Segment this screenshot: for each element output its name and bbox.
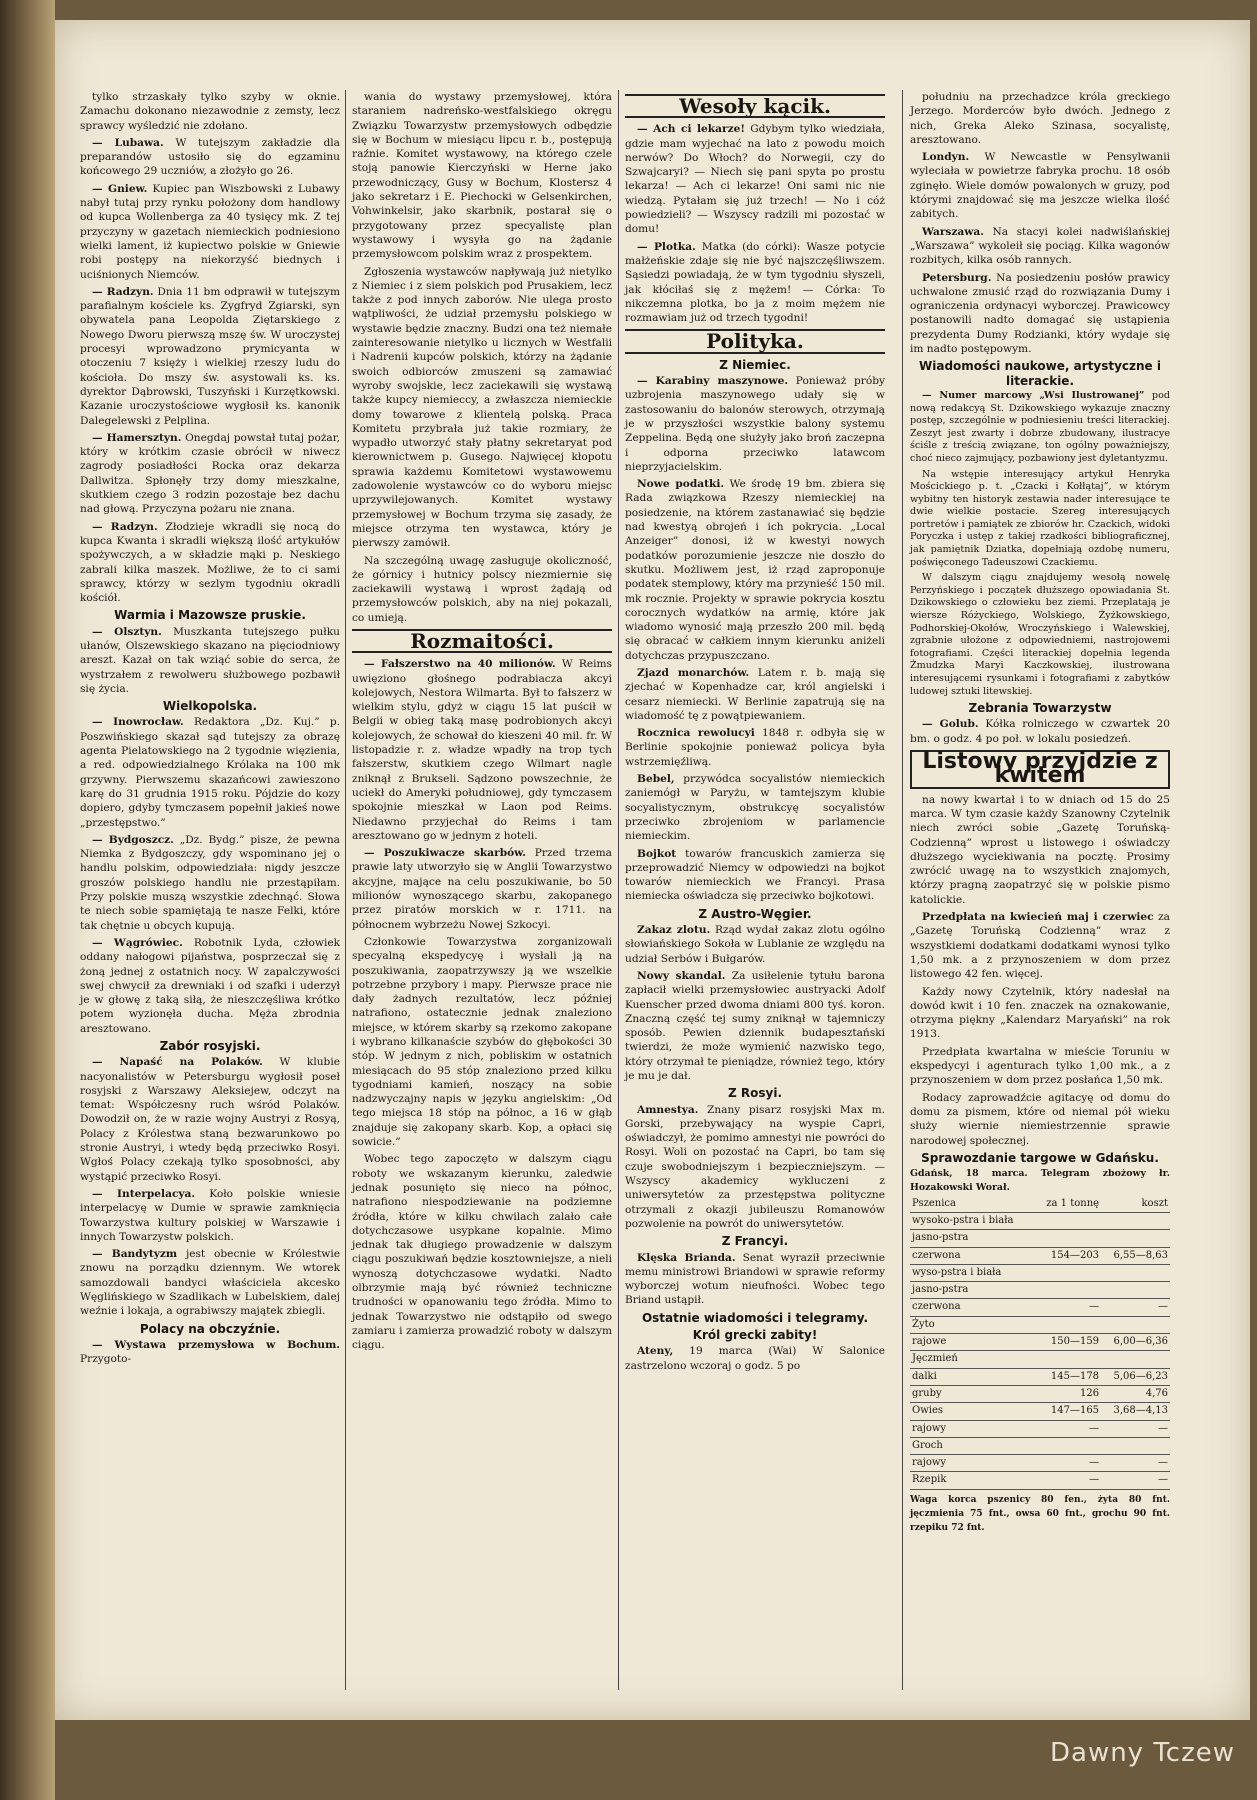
article-lead: — Interpelacya. [92, 1187, 196, 1200]
market-row [910, 1437, 1170, 1454]
paragraph [625, 666, 885, 723]
market-row [910, 1472, 1170, 1489]
market-cell: rajowe [910, 1334, 1034, 1351]
article-lead: — Radzyn. [92, 285, 154, 298]
article-text: Robotnik Lyda, człowiek oddany nałogowi pijaństwa, posprzeczał się z żoną jednej z ostatnich nocy. W zapalczywości swej chwycił za drewniaki i od szafki i uderzył je w głowę z taką siłą, że nieszczęśliwa krótko potem wyzionęła ducha. Męża zbrodnia aresztowano. [80, 936, 341, 1035]
paragraph [625, 477, 885, 663]
article-lead: — Plotka. [637, 240, 696, 253]
article-text: Za usiłelenie tytułu barona zapłacił wielki przemysłowiec austryacki Adolf Kuenscher przed dwoma dniami 800 tyś. koron. Znaczną część tej sumy zniknął w tajemniczy sposób. Pewien dziennik budapesztański twierdzi, że może wymienić nazwisko tego, który otrzymał te pieniądze, również tego, który je mu je dał. [625, 969, 886, 1082]
column-4 [910, 90, 1170, 1536]
market-cell: gruby [910, 1385, 1034, 1402]
article-lead: — Numer marcowy „Wsi Ilustrowanej” [922, 389, 1145, 401]
market-table [910, 1196, 1170, 1490]
market-cell: 6,55—8,63 [1101, 1247, 1170, 1264]
article-text: Ponieważ próby uzbrojenia maszynowego udały się w zastosowaniu do balonów sterowych, otrzymają je w przyszłości wszystkie balony systemu Zeppelina. Będą one służyły jako broń zaczepna i odporna przeciwko latawcom nieprzyjacielskim. [625, 375, 885, 473]
article-lead: — Wystawa przemysłowa w Bochum. [92, 1338, 340, 1351]
article-text: W Reims uwięziono głośnego podrabiacza akcyi kolejowych, Nestora Wilmarta. Był to fałszerz w wielkim stylu, gdyż w ciągu 15 lat puścił w Belgii w obieg taką masę podrobionych akcyi kolejowych, że schował do kieszeni 40 mil. fr. W listopadzie r. z. władze wpadły na trop tych fałszerstw, skutkiem czego Wilmart nagle zniknął z Brukseli. Sądzono powszechnie, że uciekł do Ameryki południowej, gdy tymczasem spokojnie mieszkał w Laon pod Reims. Niedawno przyjechał do Reims i tam aresztowano go w jednym z hoteli. [352, 658, 612, 842]
market-cell: jasno-pstra [910, 1282, 1034, 1299]
section-heading: Wiadomości naukowe, artystyczne i literackie. [919, 359, 1161, 388]
article-text: Muszkanta tutejszego pułku ułanów, Olszewskiego skazano na pięciodniowy areszt. Kazał on tak wziąć sobie do serca, że wystrzałem z rewolweru służbowego pozbawił się życia. [80, 625, 340, 695]
article-text: We środę 19 bm. zbiera się Rada związkowa Rzeszy niemieckiej na posiedzenie, na którem zastanawiać się będzie nad kwestyą obrojeń i ich pokrycia. „Local Anzeiger” donosi, iż w kwestyi nowych podatków porozumienie jeszcze nie doszło do skutku. Możliwem jest, iż rząd zaproponuje podatek stemplowy, który ma przynieść 150 mil. mk rocznie. Projekty w sprawie pokrycia kosztu corocznych wydatków na armię, które jak wiadomo wynosić mają przeszło 200 mil. będą się obracać w całkiem innym kierunku aniżeli dotychczas przypuszczano. [625, 478, 885, 662]
market-cell: 4,76 [1101, 1385, 1170, 1402]
article-lead: — Radzyn. [92, 520, 158, 533]
article-lead: — Hamersztyn. [92, 431, 182, 444]
paragraph [352, 657, 612, 843]
paragraph [625, 1103, 885, 1232]
market-row [910, 1403, 1170, 1420]
article-lead: Nowe podatki. [637, 478, 725, 491]
paragraph [80, 936, 340, 1036]
section-heading: Zebrania Towarzystw [968, 701, 1112, 716]
article-text: Na stacyi kolei nadwiślańskiej „Warszawa” wykoleił się pociąg. Kilka wagonów rozbitych, kilka osób rannych. [910, 225, 1170, 267]
article-lead: Warszawa. [922, 225, 984, 238]
market-cell: — [1101, 1455, 1170, 1472]
market-cell [1034, 1351, 1101, 1368]
article-text: pod nową redakcyą St. Dzikowskiego wykazuje znaczny postęp, szczególnie w podniesieniu treści literackiej. Zeszyt jest zwarty i dobrze zbudowany, ilustracye ściśle z treścią związane, ton ogólny poważniejszy, choć nieco zajmujący, pozbawiony jest dyletantyzmu. [910, 389, 1170, 464]
section-heading: Ostatnie wiadomości i telegramy. [641, 1310, 869, 1325]
book-binding [0, 0, 55, 1800]
market-cell: 5,06—6,23 [1101, 1368, 1170, 1385]
paragraph: wania do wystawy przemysłowej, która staraniem nadreńsko-westfalskiego okręgu Związku Towarzystw przemysłowych odbędzie się w Bochum w miesiącu lipcu r. b., postępują raźnie. Komitet wystawowy, na którego czele stoją panowie Kierczyński w Herne jako przewodniczący, Gusy w Bochum, Klostersz 4 jako sekretarz i E. Piechocki w Gelsenkirchen, Vohwinkelsir, jako skarbnik, postarał się o przygotowany przez specyalistę plan wystawowy i wysyła go na żądanie przemysłowcom polskim wraz z prospektem. [352, 91, 612, 261]
article-text: Matka (do córki): Wasze potycie małżeńskie zdaje się nie być najszczęśliwszem. Sąsiedzi powiadają, że w tym tygodniu słyszeli, jak kłóciłaś się z mężem! — Córka: To nikczemna plotka, bo ja z moim mężem nie rozmawiam już od trzech tygodni! [625, 240, 885, 325]
paragraph [80, 520, 340, 606]
market-cell: wysoko-pstra i biała [910, 1212, 1034, 1229]
paragraph [625, 969, 885, 1083]
market-cell: 150—159 [1034, 1334, 1101, 1351]
market-row [910, 1351, 1170, 1368]
newspaper-page [55, 20, 1250, 1720]
market-cell [1034, 1282, 1101, 1299]
market-cell [1101, 1264, 1170, 1281]
market-cell [1034, 1437, 1101, 1454]
market-cell [1034, 1230, 1101, 1247]
market-row [910, 1334, 1170, 1351]
section-heading: Król grecki zabity! [692, 1328, 818, 1343]
article-lead: Petersburg. [922, 271, 992, 284]
article-lead: Ateny, [637, 1345, 674, 1358]
article-lead: Rocznica rewolucyi [637, 727, 755, 740]
article-lead: — Karabiny maszynowe. [637, 375, 789, 388]
article-lead: Klęska Brianda. [637, 1251, 736, 1264]
paragraph [910, 271, 1170, 357]
market-cell: czerwona [910, 1247, 1034, 1264]
article-text: W Newcastle w Pensylwanii wyleciała w powietrze fabryka prochu. 18 osób zginęło. Wiele domów powalonych w gruzy, pod którymi znajdować się ma jeszcze wielka ilość zabitych. [910, 151, 1170, 221]
market-cell: 126 [1034, 1385, 1101, 1402]
article-text: Gdybym tylko wiedziała, gdzie mam wyjechać na lato z powodu moich nerwów? Do Włoch? do Norwegii, czy do Szwajcaryi? — Niech się pani spyta po prostu lekarza! — Ach ci lekarze! Oni sami nic nie wiedzą. Pytałam się już trzech! — No i cóż powiedzieli? — Wszyscy radzili mi pozostać w domu! [625, 123, 885, 236]
market-row [910, 1212, 1170, 1229]
paragraph [80, 833, 340, 933]
article-lead: Amnestya. [637, 1103, 699, 1116]
market-cell: za 1 tonnę [1034, 1196, 1101, 1213]
paragraph [80, 625, 340, 696]
subscription-banner: Listowy przyjdzie z kwitem [910, 750, 1170, 789]
paragraph [625, 847, 885, 904]
watermark: Dawny Tczew [1049, 1738, 1235, 1768]
article-lead: — Bydgoszcz. [92, 833, 174, 846]
article-text: za „Gazetę Toruńską Codzienną” wraz z wszystkiemi dodatkami dodatkami wynosi tylko 1,50 mk. a z przynoszeniem w dom przez listowego 42 fen. więcej. [910, 911, 1170, 981]
paragraph: tylko strzaskały tylko szyby w oknie. Zamachu dokonano niezawodnie z zemsty, lecz sprawcy wyśledzić nie zdołano. [80, 91, 340, 132]
paragraph [80, 1338, 340, 1367]
article-text: 1848 r. odbyła się w Berlinie spokojnie ponieważ policya była wstrzemięźliwą. [625, 727, 885, 768]
market-cell [1101, 1437, 1170, 1454]
article-text: jest obecnie w Królestwie znowu na porządku dziennym. We wtorek samozdowali bandyci właściciela akcesko Węglińskiego w Szadlikach w Lubelskiem, dalej weźnie i lokaja, a ograbiwszy majątek zbiegli. [80, 1248, 340, 1318]
article-text: 19 marca (Wai) W Salonice zastrzelono wczoraj o godz. 5 po [625, 1345, 885, 1372]
section-heading: Z Francyi. [721, 1234, 789, 1249]
article-lead: — Fałszerstwo na 40 milionów. [364, 658, 556, 671]
paragraph: W dalszym ciągu znajdujemy wesołą nowelę Perzyńskiego i początek dłuższego opowiadania St. Dzikowskiego o człowieku bez ziemi. Przeplatają je wiersze Różyckiego, Wolskiego, Żyżkowskiego, Podhorskiej-Okołów, Wroczyńskiego i Walewskiej, zgrabnie ułożone z odpowiedniemi, nastrojowemi fotografiami. Części literackiej dopełnia legenda Żmudzka Maryi Kaczkowskiej, ilustrowana interesującemi rysunkami i fotografiami z zabytków ludowej sztuki litewskiej. [910, 572, 1170, 697]
article-text: przywódca socyalistów niemieckich zaniemógł w Paryżu, w tamtejszym klubie socyalistycznym, obstrukcyę socyalistów przeciwko zbrojeniom w parlamencie niemieckim. [625, 773, 885, 843]
section-heading: Zabór rosyjski. [159, 1039, 261, 1053]
paragraph [625, 1251, 885, 1308]
paragraph [352, 846, 612, 932]
column-3 [625, 90, 885, 1376]
paragraph: Zgłoszenia wystawców napływają już nietylko z Niemiec i z siem polskich pod Prusakiem, lecz także z pod innych zaborów. Nie ulega prosto wątpliwości, że udział przemysłu polskiego w wystawie będzie znaczny. Budzi ona też niemałe zainteresowanie nietylko u licznych w Westfalii i Nadrenii kupców polskich, którzy na żądanie swoich odbiorców zmuszeni są zamawiać wyroby swojskie, lecz zaciekawili się wystawą także kupcy niemieccy, a zwłaszcza niemieckie domy towarowe z klientelą polską. Praca Komitetu przybrała już takie rozmiary, że wypadło utworzyć stały płatny sekretaryat pod kierownictwem p. Gusego. Najwięcej kłopotu sprawia każdemu Komitetowi wystawowemu zadowolenie wystawców co do wyboru miejsc uprzywilejowanych. Komitet wystawy przemysłowej w Bochum trzyma się zasady, że miejsce otrzyma ten wystawca, który je pierwszy zamówił. [352, 265, 612, 550]
column-1 [80, 90, 340, 1370]
article-text: Rząd wydał zakaz zlotu ogólno słowiańskiego Sokoła w Lublanie ze względu na udział Serbów i Bułgarów. [625, 924, 885, 965]
section-heading: Z Rosyi. [728, 1086, 782, 1101]
market-cell [1034, 1212, 1101, 1229]
market-row [910, 1282, 1170, 1299]
market-row [910, 1368, 1170, 1385]
article-text: Redaktora „Dz. Kuj.” p. Poszwińskiego skazał sąd tutejszy za obrazę agenta Pielatowskiego na 2 tygodnie więzienia, a red. odpowiedzialnego Królaka na 100 mk grzywny. Pierwszemu skazańcowi zawieszono karę do 31 grudnia 1915 roku. Pójdzie do kozy dopiero, gdyby tymczasem popełnił jakieś nowe „przestępstwo.” [80, 716, 340, 829]
market-cell: — [1101, 1420, 1170, 1437]
article-text: W klubie nacyonalistów w Petersburgu wygłosił poseł rosyjski z Warszawy Aleksiejew, odczyt na temat: Współczesny ruch wśród Polaków. Dowodził on, że w razie wojny Austryi z Rosyą, Polacy z Królestwa staną bezwarunkowo po stronie Austryi, i wtedy będą przeciwko Rosyi. Wgłoś Polacy czekają tylko sposobności, aby wystąpić przeciwko Rosyi. [80, 1056, 340, 1183]
article-lead: — Inowrocław. [92, 716, 184, 729]
market-cell [1101, 1230, 1170, 1247]
section-title: Polityka. [625, 329, 885, 353]
column-rule [618, 90, 619, 1690]
article-lead: — Napaść na Polaków. [92, 1056, 263, 1069]
market-cell: Owies [910, 1403, 1034, 1420]
market-row [910, 1316, 1170, 1333]
paragraph [80, 1055, 340, 1184]
market-row [910, 1264, 1170, 1281]
market-cell [1101, 1282, 1170, 1299]
paragraph: południu na przechadzce króla greckiego Jerzego. Morderców było dwóch. Jednego z nich, Greka Aleko Szinasa, socyalistę, aresztowano. [910, 91, 1170, 146]
market-cell: 145—178 [1034, 1368, 1101, 1385]
market-header: Gdańsk, 18 marca. Telegram zbożowy łr. Hozakowski Worał. [910, 1168, 1170, 1194]
market-cell [1101, 1351, 1170, 1368]
article-lead: — Gniew. [92, 182, 148, 195]
market-cell: — [1034, 1472, 1101, 1489]
market-row [910, 1299, 1170, 1316]
article-text: Kupiec pan Wiszbowski z Lubawy nabył tutaj przy rynku położony dom handlowy od kupca Wollenberga za 40 tysięcy mk. Z tej przyczyny w gazetach niemieckich podniesiono wielki lament, iż kupiectwo polskie w Gniewie robi postępy na niekorzyść biednych i uciśnionych Niemców. [80, 182, 340, 281]
paragraph: Każdy nowy Czytelnik, który nadesłał na dowód kwit i 10 fen. znaczek na oznakowanie, otrzyma piękny „Kalendarz Maryański” na rok 1913. [910, 985, 1170, 1041]
article-text: Senat wyraził przeciwnie memu ministrowi Briandowi w sprawie reformy wyborczej wotum nieufności. Wobec tego Briand ustąpił. [625, 1251, 885, 1307]
market-cell: 147—165 [1034, 1403, 1101, 1420]
article-lead: — Poszukiwacze skarbów. [364, 847, 526, 860]
article-lead: — Ach ci lekarze! [637, 123, 745, 136]
market-cell: 6,00—6,36 [1101, 1334, 1170, 1351]
paragraph [80, 136, 340, 179]
column-rule [345, 90, 346, 1690]
article-text: Przed trzema prawie laty utworzyło się w Anglii Towarzystwo akcyjne, mające na celu poszukiwanie, bo 50 milionów wynoszącego skarbu, zakopanego przez piratów morskich w r. 1711. na północnem wybrzeżu Nowej Szkocyi. [352, 847, 612, 931]
paragraph [80, 715, 340, 829]
section-title: Rozmaitości. [352, 629, 612, 653]
article-lead: Zjazd monarchów. [637, 666, 750, 679]
market-cell: wyso-pstra i biała [910, 1264, 1034, 1281]
market-cell: Rzepik [910, 1472, 1034, 1489]
article-text: towarów francuskich zamierza się przeprowadzić Niemcy w odpowiedzi na bojkot towarów niemieckich we Francyi. Prasa niemiecka oświadcza się przeciwko bojkotowi. [625, 847, 885, 903]
paragraph: Na szczególną uwagę zasługuje okoliczność, że górnicy i hutnicy polscy niezmiernie się zaciekawili wystawą i wprost żądają od przemysłowców polskich, aby na niej pokazali, co umieją. [352, 554, 612, 624]
paragraph: Wobec tego zapoczęto w dalszym ciągu roboty we wskazanym kierunku, zaledwie jednak posunięto się nieco na północ, natrafiono niespodziewanie na podziemne źródła, które w kilku chwilach zalało całe dotychczasowe usypkane kopalnie. Mimo jednak tak długiego prowadzenie w dalszym ciągu poszukiwań będzie kosztowniejsze, a nieli wynoszą dotychczasowe wydatki. Nadto olbrzymie mają być również techniczne trudności w opanowaniu tego źródła. Mimo to jednak Towarzystwo nie odstąpiło od swego zamiaru i zamierza prowadzić roboty w dalszym ciągu. [352, 1153, 612, 1352]
market-cell: jasno-pstra [910, 1230, 1034, 1247]
market-cell: — [1101, 1472, 1170, 1489]
section-heading: Warmia i Mazowsze pruskie. [114, 608, 306, 623]
market-cell: — [1034, 1420, 1101, 1437]
paragraph [625, 374, 885, 474]
article-lead: Bojkot [637, 847, 677, 860]
article-text: Złodzieje wkradli się nocą do kupca Kwanta i skradli większą ilość artykułów spożywczych, a w składzie mąki p. Neskiego zabrali kilka maszek. Możliwe, że to ci sami sprawcy, którzy w sezlym tygodniu okradli kościół. [80, 520, 340, 605]
paragraph [910, 390, 1170, 466]
article-text: Kółka rolniczego w czwartek 20 bm. o godz. 4 po poł. w lokalu posiedzeń. [910, 718, 1171, 745]
market-row [910, 1230, 1170, 1247]
market-row [910, 1196, 1170, 1213]
article-text: Dnia 11 bm odprawił w tutejszym parafialnym kościele ks. Zygfryd Zgiarski, syn obywatela pana Leopolda Ziętarskiego z Nowego Dworu pierwszą mszę św. W uroczystej procesyi wprowadzono prymicyanta w otoczeniu 7 księży i wielkiej rzeszy ludu do kościoła. Do mszy św. asystowali ks. ks. dyrektor Dąbrowski, Tuszyński i Kurzętkowski. Kazanie uroczystościowe wygłosił ks. kanonik Dalegelewski z Pelplina. [80, 285, 340, 427]
article-text: Na posiedzeniu posłów prawicy uchwalone zmusić rząd do rozwiązania Dumy i ograniczenia ordynacyi wyborczej. Prawicowcy postanowili nadto domagać się ustąpienia prezydenta Dumy Rodzianki, który wydaje się im nadto postępowym. [910, 271, 1170, 356]
market-row [910, 1247, 1170, 1264]
market-row [910, 1385, 1170, 1402]
section-heading: Z Austro-Węgier. [698, 906, 812, 921]
paragraph: na nowy kwartał i to w dniach od 15 do 25 marca. W tym czasie każdy Szanowny Czytelnik niech zwróci sobie „Gazetę Toruńską-Codzienną” wprost u listowego i oświadczy dłuższego wyciekiwania na pocztę. Prosimy zwrócić uwagę na to wszystkich znajomych, którzy pragną zaopatrzyć się w polskie pismo katolickie. [910, 793, 1170, 906]
paragraph [80, 431, 340, 517]
article-lead: Zakaz zlotu. [637, 924, 711, 937]
paragraph [80, 182, 340, 282]
paragraph [910, 150, 1170, 221]
article-lead: Bebel, [637, 773, 675, 786]
section-heading: Z Niemiec. [719, 357, 791, 372]
paragraph: Na wstępie interesujący artykuł Henryka Mościckiego p. t. „Czacki i Kołłątaj”, w którym wybitny ten historyk zestawia nader interesujące te dwie wielkie postacie. Szereg interesujących portretów i pamiątek ze zbiorów hr. Czackich, widoki Poryczka i ustęp z takiej rzadkości bibliograficznej, jak pamiętnik Dziatka, dopełniają ozdobę numeru, poświęconego Tadeuszowi Czackiemu. [910, 468, 1170, 568]
article-lead: — Olsztyn. [92, 625, 162, 638]
paragraph [625, 726, 885, 769]
paragraph [80, 285, 340, 428]
article-lead: — Lubawa. [92, 136, 164, 149]
paragraph [625, 923, 885, 966]
article-lead: — Wągrówiec. [92, 936, 183, 949]
article-text: Latem r. b. mają się zjechać w Kopenhadze car, król angielski i cesarz niemiecki. W Berlinie zapatrują się na wiadomość tę z powątpiewaniem. [625, 666, 885, 722]
article-text: Onegdaj powstał tutaj pożar, który w krótkim czasie obrócił w niwecz zagrody posiadłości Rocka oraz dekarza Dallwitza. Spłonęły trzy domy mieszkalne, skutkiem czego 3 rodzin pozostaje bez dachu nad głową. Przyczyna pożaru nie znana. [80, 431, 341, 516]
paragraph [80, 1187, 340, 1244]
market-cell: Pszenica [910, 1196, 1034, 1213]
market-cell [1101, 1212, 1170, 1229]
article-text: „Dz. Bydg.” pisze, że pewna Niemka z Bydgoszczy, gdy wspominano jej o handlu polskim, odpowiedziała: nigdy jeszcze groszów polskiego handlu nie przestąpiłam. Przy polskie muszą wszystkie zdechnąć. Słowa te niech sobie spamiętają te nasze Felki, które tak chętnie u obcych kupują. [80, 833, 340, 932]
article-lead: Przedpłata na kwiecień maj i czerwiec [922, 911, 1154, 924]
paragraph [625, 1344, 885, 1373]
market-cell: — [1034, 1299, 1101, 1316]
paragraph: Członkowie Towarzystwa zorganizowali specyalną ekspedycyę i wysłali ją na poszukiwania, zaopatrzywszy ją we wszelkie potrzebne przybory i mapy. Pierwsze prace nie dały żadnych rezultatów, lecz później natrafiono, ostatecznie jednak znaleziono miejsce, w którem skarby są rzekomo zakopane i wybrano kilkanaście szybów do głębokości 30 stóp. W jednym z nich, pobliskim w ostatnich miesiącach do 95 stóp znaleziono przed kilku tygodniami kamień, noszący na sobie nadzwyczajny napis w języku angielskim: „Od tego miejsca 18 stóp na północ, a 16 w głąb znajduje się zakopany skarb. Kop, a opłaci się sowicie.” [352, 935, 612, 1149]
paragraph [910, 717, 1170, 746]
article-lead: — Golub. [922, 718, 979, 731]
paragraph [910, 225, 1170, 268]
article-text: W tutejszym zakładzie dla preparandów ustosiło się do egzaminu końcowego 29 uczniów, a złożyło go 26. [80, 136, 340, 178]
market-cell [1034, 1264, 1101, 1281]
paragraph [625, 122, 885, 236]
paragraph [80, 1247, 340, 1318]
market-cell: rajowy [910, 1455, 1034, 1472]
column-rule [902, 90, 903, 1690]
article-lead: Nowy skandal. [637, 969, 726, 982]
section-heading: Sprawozdanie targowe w Gdańsku. [921, 1150, 1159, 1165]
article-text: Przygoto- [80, 1353, 132, 1366]
section-title: Wesoły kącik. [625, 94, 885, 118]
market-cell: Jęczmień [910, 1351, 1034, 1368]
market-cell: czerwona [910, 1299, 1034, 1316]
section-heading: Wielkopolska. [162, 699, 258, 714]
market-cell: rajowy [910, 1420, 1034, 1437]
market-cell: koszt [1101, 1196, 1170, 1213]
market-cell [1101, 1316, 1170, 1333]
paragraph [625, 240, 885, 326]
paragraph [910, 910, 1170, 981]
market-cell: Groch [910, 1437, 1034, 1454]
article-text: Koło polskie wniesie interpelacyę w Dumie w sprawie zamknięcia Towarzystwa kultury polskiej w Warszawie i innych Towarzystw polskich. [80, 1187, 340, 1243]
section-heading: Polacy na obczyźnie. [139, 1321, 281, 1336]
article-lead: — Bandytyzm [92, 1248, 178, 1261]
market-cell: 3,68—4,13 [1101, 1403, 1170, 1420]
market-row [910, 1455, 1170, 1472]
column-2 [352, 90, 612, 1356]
market-cell: dalki [910, 1368, 1034, 1385]
market-footnote: Waga korca pszenicy 80 fen., żyta 80 fnt. jęczmienia 75 fnt., owsa 60 fnt., grochu 90 fnt. rzepiku 72 fnt. [910, 1494, 1170, 1534]
article-lead: Londyn. [922, 151, 970, 164]
market-cell: — [1101, 1299, 1170, 1316]
market-row [910, 1420, 1170, 1437]
market-cell [1034, 1316, 1101, 1333]
literary-notes [910, 390, 1170, 698]
market-cell: — [1034, 1455, 1101, 1472]
paragraph: Rodacy zaprowadźcie agitacyę od domu do domu za pismem, które od niemal pół wieku służy wiernie niemiestrzennie sprawie narodowej społecznej. [910, 1091, 1170, 1147]
paragraph: Przedpłata kwartalna w mieście Toruniu w ekspedycyi i agenturach tylko 1,00 mk., a z przynoszeniem w dom przez posłańca 1,50 mk. [910, 1045, 1170, 1087]
paragraph [625, 772, 885, 843]
market-cell: Żyto [910, 1316, 1034, 1333]
market-cell: 154—203 [1034, 1247, 1101, 1264]
article-text: Znany pisarz rosyjski Max m. Gorski, przebywający na wyspie Capri, oświadczył, że pomimo amnestyi nie powróci do Rosyi. Woli on pozostać na Capri, bo tam się czuje swobodniejszym i bezpieczniejszym. — Wszyscy akademicy wykluczeni z uniwersytetów za przestępstwa polityczne otrzymali z okazji jubileuszu Romanowów pozwolenie na powrót do uniwersytetów. [625, 1103, 885, 1230]
